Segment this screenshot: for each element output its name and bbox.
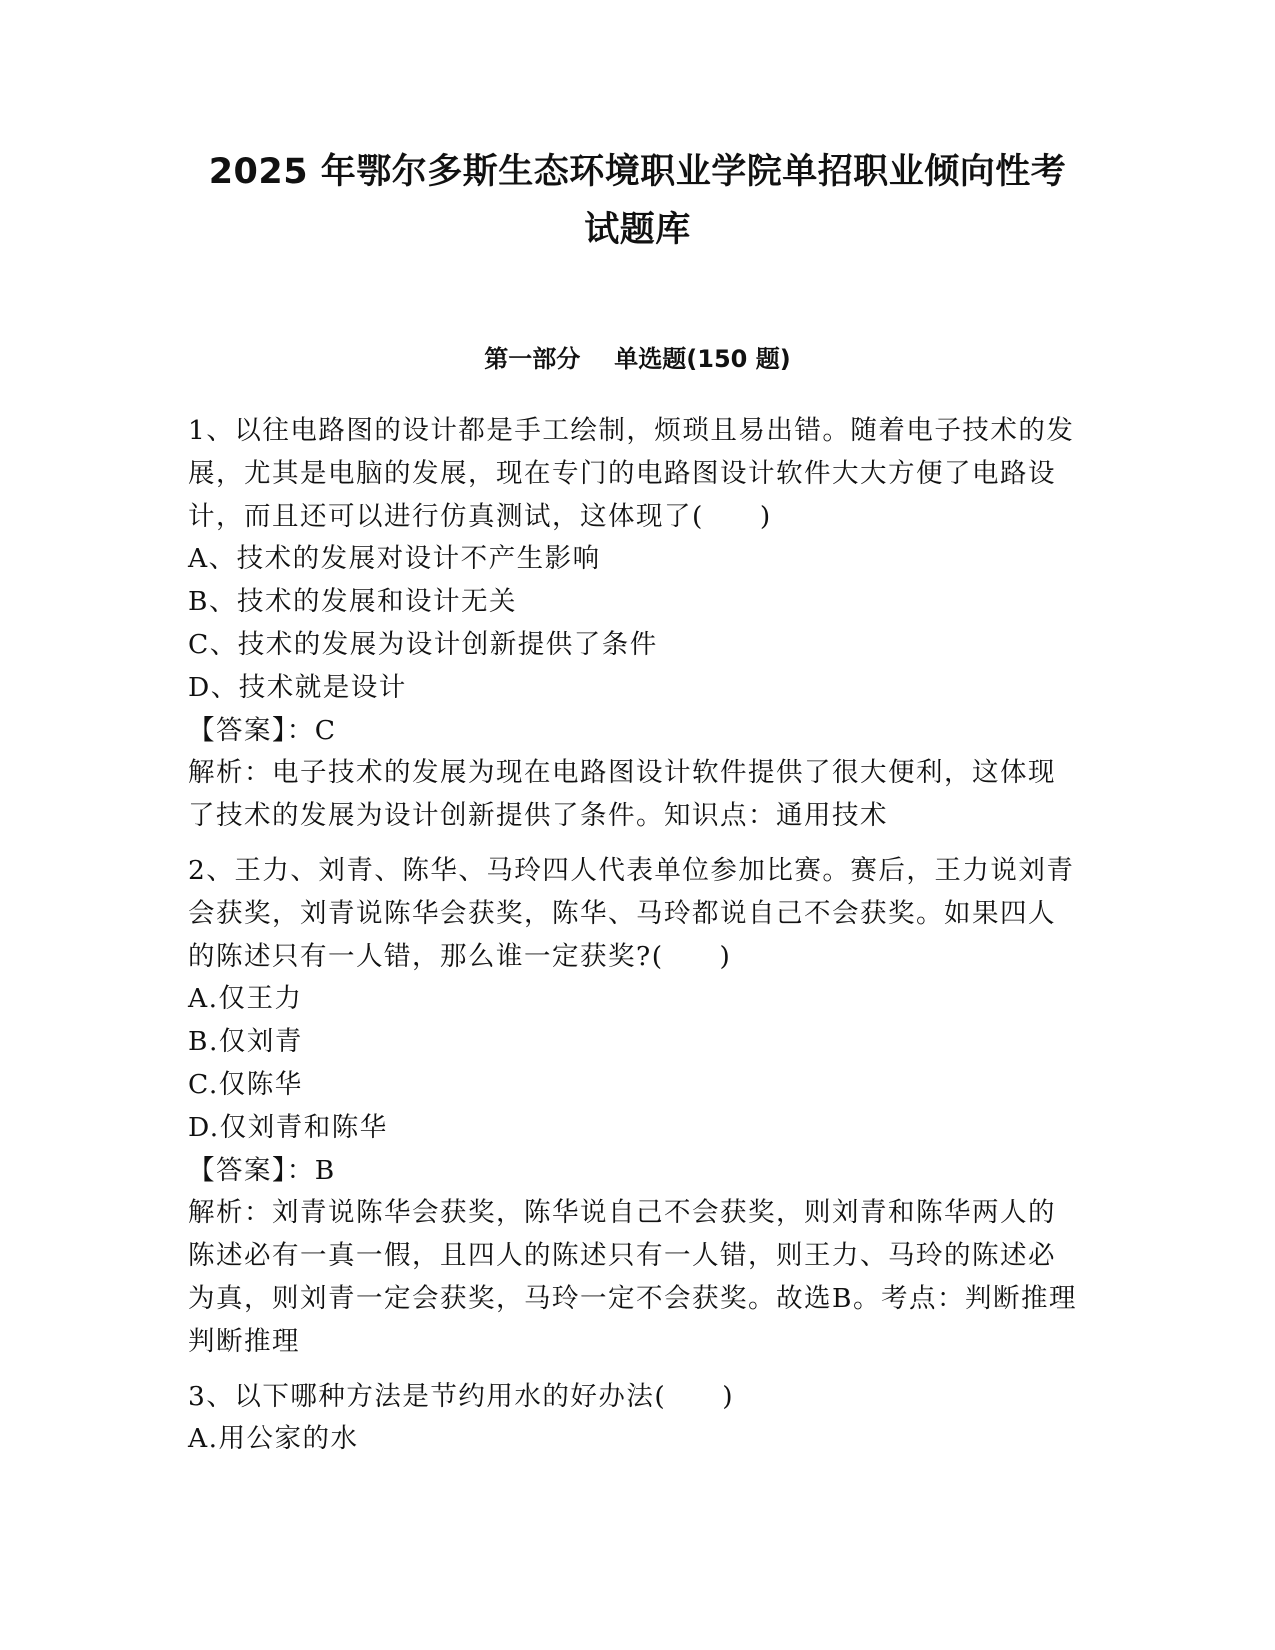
document-title xyxy=(160,143,1115,259)
option-b: B.仅刘青 xyxy=(188,1026,303,1058)
option-a: A.仅王力 xyxy=(188,983,303,1015)
option-a: A、技术的发展对设计不产生影响 xyxy=(188,543,601,575)
question-item xyxy=(188,1376,1078,1462)
answer: 【答案】：B xyxy=(188,1154,336,1186)
option-d: D.仅刘青和陈华 xyxy=(188,1111,388,1143)
section-part: 第一部分 xyxy=(484,345,581,373)
answer: 【答案】：C xyxy=(188,714,337,746)
question-item xyxy=(188,410,1078,838)
question-list xyxy=(188,410,1078,1473)
option-d: D、技术就是设计 xyxy=(188,671,407,703)
option-c: C.仅陈华 xyxy=(188,1068,303,1100)
analysis: 解析：刘青说陈华会获奖，陈华说自己不会获奖，则刘青和陈华两人的陈述必有一真一假，且四人的陈述只有一人错，则王力、马玲的陈述必为真，则刘青一定会获奖，马玲一定不会获奖。故选B。考点：判断推理判断推理 xyxy=(188,1197,1077,1357)
question-stem: 3、以下哪种方法是节约用水的好办法( ) xyxy=(188,1380,735,1412)
option-c: C、技术的发展为设计创新提供了条件 xyxy=(188,628,658,660)
option-b: B、技术的发展和设计无关 xyxy=(188,586,517,618)
analysis: 解析：电子技术的发展为现在电路图设计软件提供了很大便利，这体现了技术的发展为设计创新提供了条件。知识点：通用技术 xyxy=(188,757,1056,832)
question-stem: 2、王力、刘青、陈华、马玲四人代表单位参加比赛。赛后，王力说刘青会获奖，刘青说陈华会获奖，陈华、马玲都说自己不会获奖。如果四人的陈述只有一人错，那么谁一定获奖?( ) xyxy=(188,854,1075,972)
section-heading xyxy=(160,343,1115,375)
document-title-line-2: 试题库 xyxy=(584,210,691,250)
question-stem: 1、以往电路图的设计都是手工绘制，烦琐且易出错。随着电子技术的发展，尤其是电脑的发展，现在专门的电路图设计软件大大方便了电路设计，而且还可以进行仿真测试，这体现了( ) xyxy=(188,415,1075,532)
option-a: A.用公家的水 xyxy=(188,1423,359,1455)
question-item xyxy=(188,850,1078,1364)
section-name: 单选题(150 题) xyxy=(614,345,791,373)
document-title-line-1: 2025 年鄂尔多斯生态环境职业学院单招职业倾向性考 xyxy=(208,152,1067,192)
